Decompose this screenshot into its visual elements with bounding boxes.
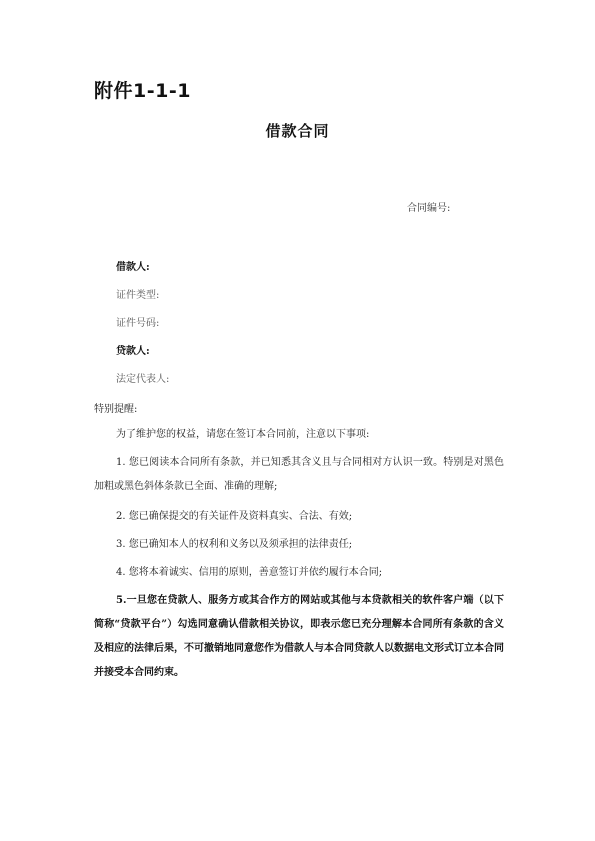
- contract-number-label: 合同编号:: [407, 203, 451, 214]
- notice-intro: 为了维护您的权益，请您在签订本合同前，注意以下事项:: [116, 429, 370, 440]
- borrower-label: 借款人:: [116, 262, 150, 273]
- notice-item-3: 3. 您已确知本人的权利和义务以及须承担的法律责任;: [116, 539, 353, 550]
- borrower-id-number-label: 证件号码:: [116, 318, 160, 329]
- lender-legal-rep-label: 法定代表人:: [116, 374, 170, 385]
- notice-item-1: 1. 您已阅读本合同所有条款，并已知悉其含义且与合同相对方认识一致。特别是对黑色加粗或黑色斜体条款已全面、准确的理解;: [94, 457, 504, 492]
- borrower-id-type-label: 证件类型:: [116, 290, 160, 301]
- notice-item-5: 5.一旦您在贷款人、服务方或其合作方的网站或其他与本贷款相关的软件客户端（以下简称“贷款平台”）勾选同意确认借款相关协议，即表示您已充分理解本合同所有条款的含义及相应的法律后果，不可撤销地同意您作为借款人与本合同贷款人以数据电文形式订立本合同并接受本合同约束。: [94, 595, 504, 678]
- notice-heading: 特别提醒:: [94, 404, 138, 415]
- lender-label: 贷款人:: [116, 346, 150, 357]
- document-title: 借款合同: [265, 122, 330, 140]
- notice-item-2: 2. 您已确保提交的有关证件及资料真实、合法、有效;: [116, 511, 353, 522]
- attachment-label: 附件1-1-1: [94, 80, 191, 102]
- notice-item-4: 4. 您将本着诚实、信用的原则，善意签订并依约履行本合同;: [116, 567, 383, 578]
